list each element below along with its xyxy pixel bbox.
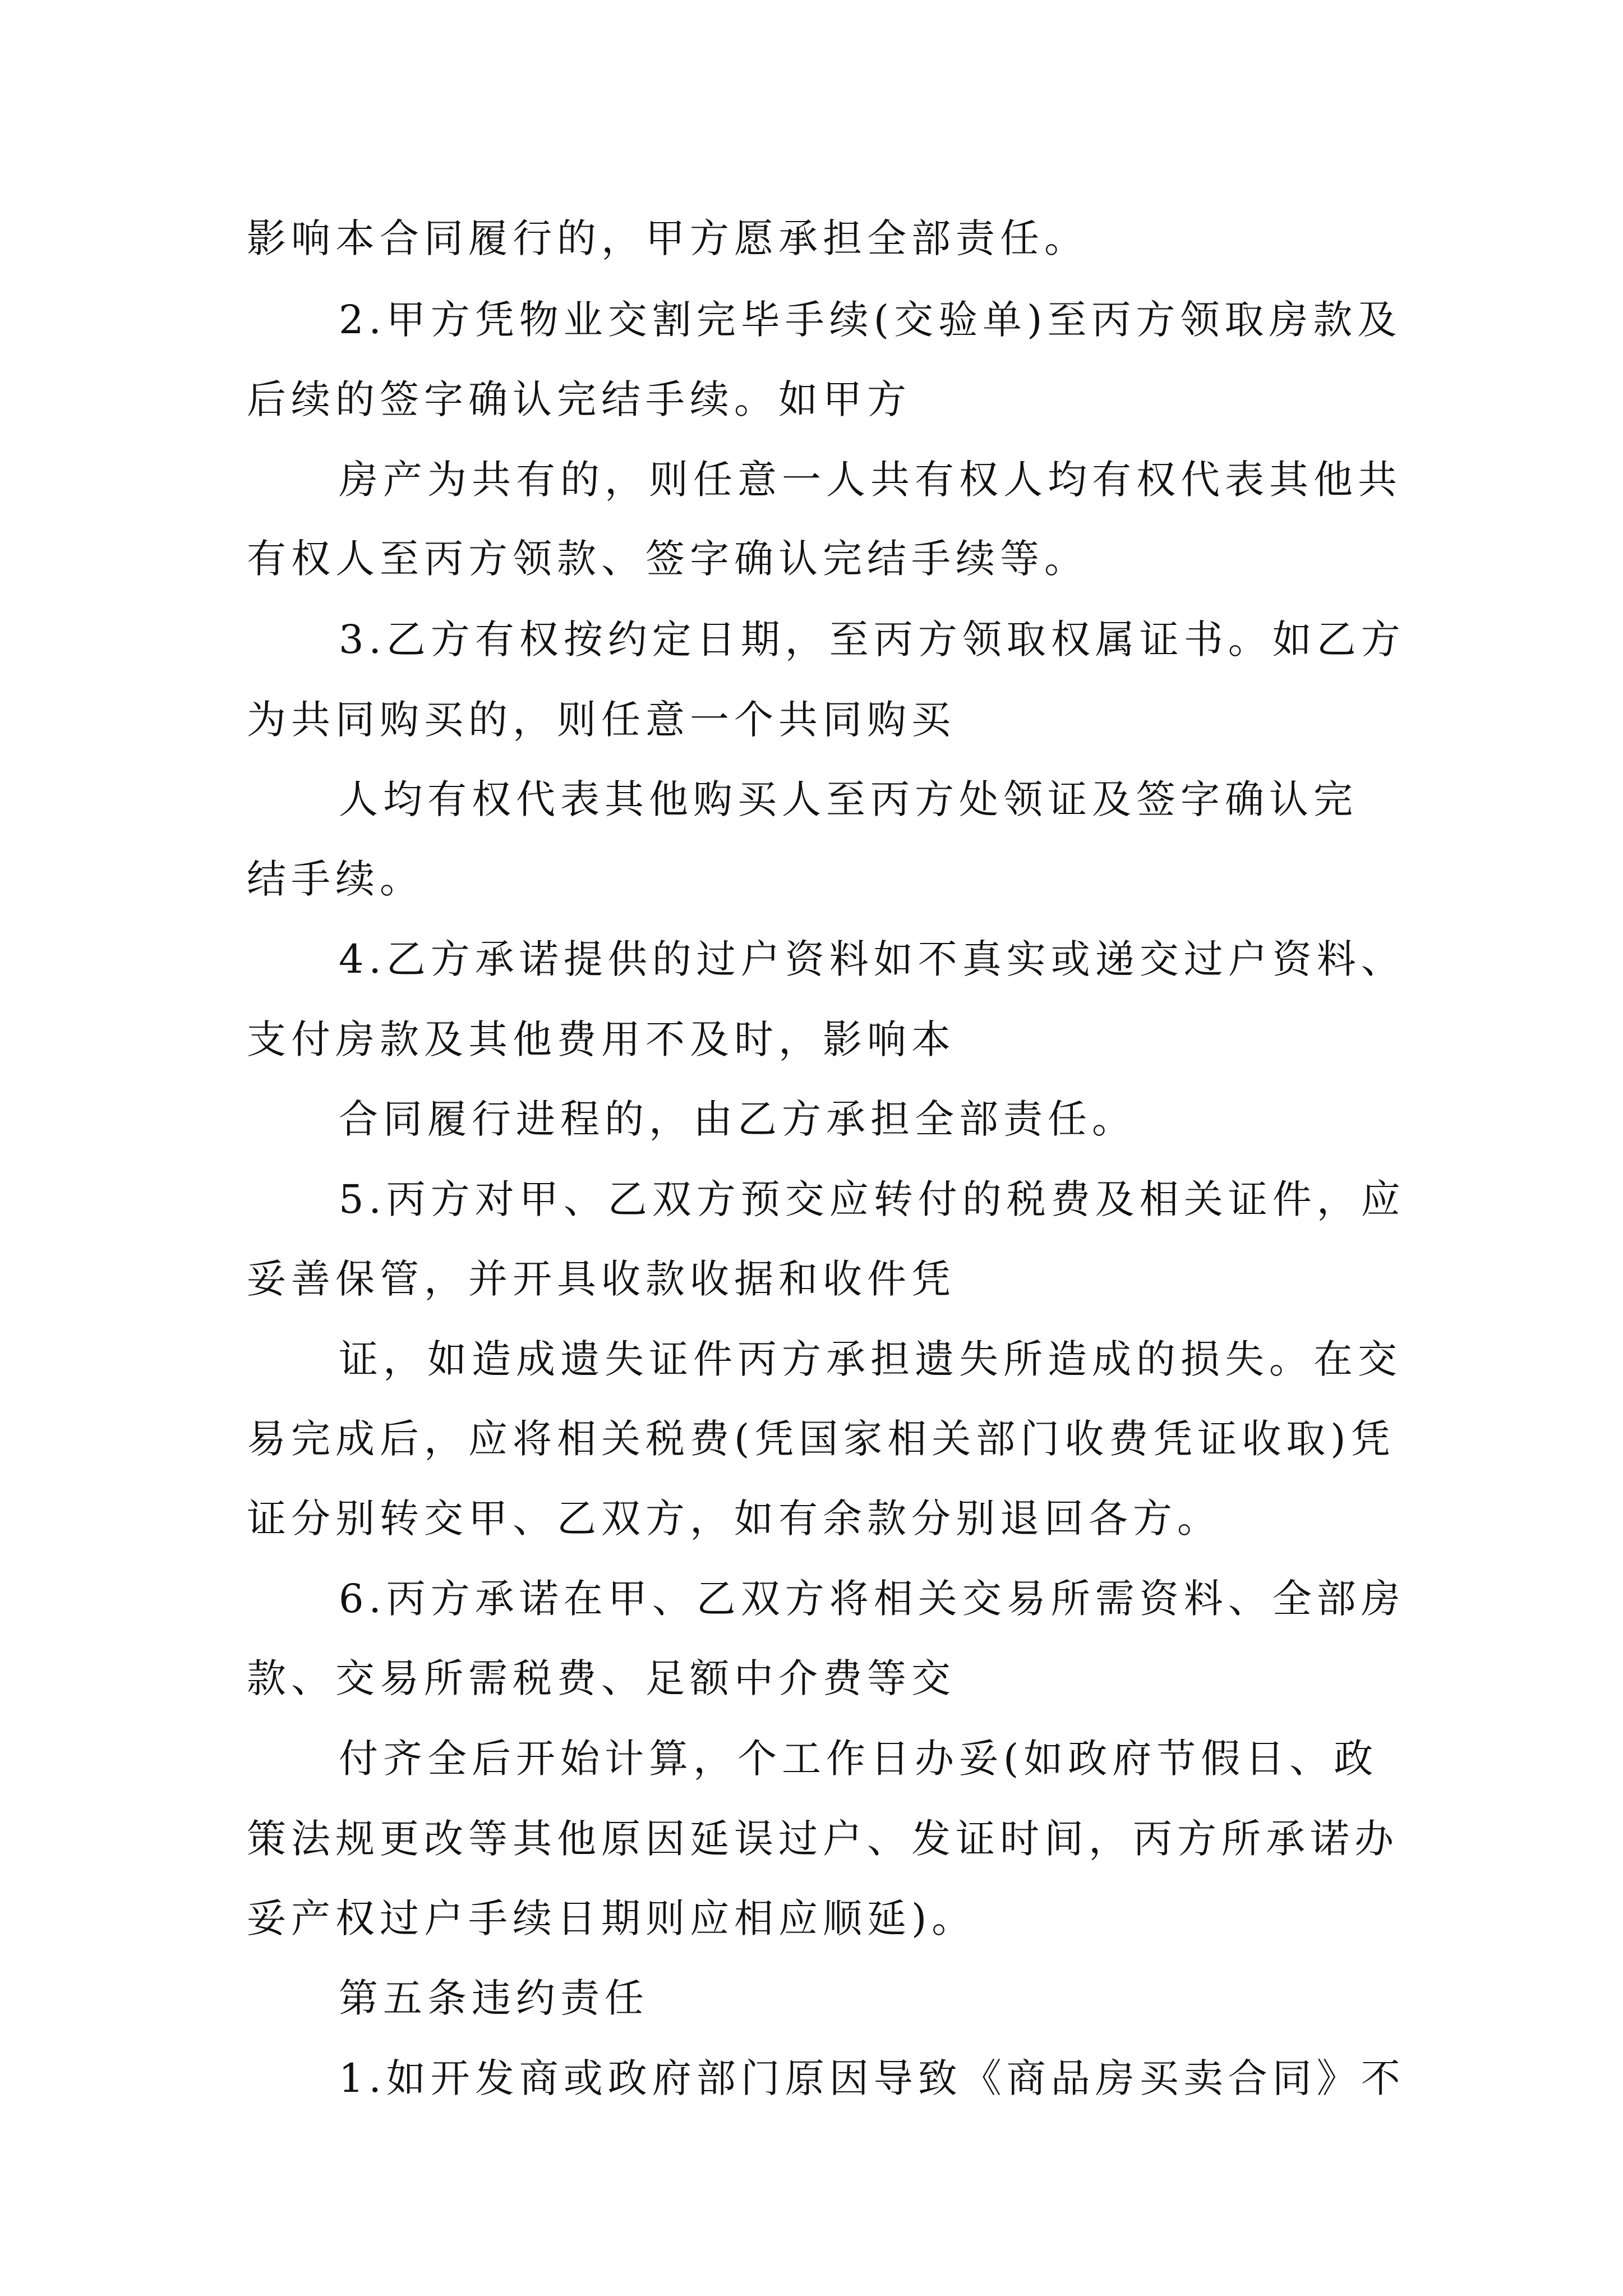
text-line: 房产为共有的，则任意一人共有权人均有权代表其他共	[339, 457, 1402, 503]
text-line: 4.乙方承诺提供的过户资料如不真实或递交过户资料、	[339, 936, 1405, 982]
text-line: 支付房款及其他费用不及时，影响本	[247, 1016, 956, 1062]
text-line: 为共同购买的，则任意一个共同购买	[247, 697, 956, 743]
text-line: 款、交易所需税费、足额中介费等交	[247, 1655, 956, 1701]
text-line: 妥善保管，并开具收款收据和收件凭	[247, 1256, 956, 1302]
text-line: 结手续。	[247, 856, 424, 902]
text-line: 证，如造成遗失证件丙方承担遗失所造成的损失。在交	[339, 1336, 1402, 1382]
text-line: 策法规更改等其他原因延误过户、发证时间，丙方所承诺办	[247, 1816, 1399, 1862]
text-line: 付齐全后开始计算，个工作日办妥(如政府节假日、政	[339, 1736, 1378, 1782]
text-line: 有权人至丙方领款、签字确认完结手续等。	[247, 536, 1089, 582]
text-line: 1.如开发商或政府部门原因导致《商品房买卖合同》不	[339, 2055, 1405, 2101]
text-line: 3.乙方有权按约定日期，至丙方领取权属证书。如乙方	[339, 616, 1405, 662]
text-line: 6.丙方承诺在甲、乙双方将相关交易所需资料、全部房	[339, 1576, 1405, 1622]
text-line: 易完成后，应将相关税费(凭国家相关部门收费凭证收取)凭	[247, 1416, 1395, 1462]
text-line: 影响本合同履行的，甲方愿承担全部责任。	[247, 215, 1089, 261]
section-heading: 第五条违约责任	[339, 1975, 649, 2021]
text-line: 5.丙方对甲、乙双方预交应转付的税费及相关证件，应	[339, 1176, 1405, 1222]
text-line: 妥产权过户手续日期则应相应顺延)。	[247, 1895, 976, 1941]
text-line: 证分别转交甲、乙双方，如有余款分别退回各方。	[247, 1496, 1221, 1542]
text-line: 后续的签字确认完结手续。如甲方	[247, 376, 911, 422]
text-line: 2.甲方凭物业交割完毕手续(交验单)至丙方领取房款及	[339, 297, 1402, 343]
text-line: 合同履行进程的，由乙方承担全部责任。	[339, 1096, 1136, 1142]
text-line: 人均有权代表其他购买人至丙方处领证及签字确认完	[339, 776, 1358, 822]
